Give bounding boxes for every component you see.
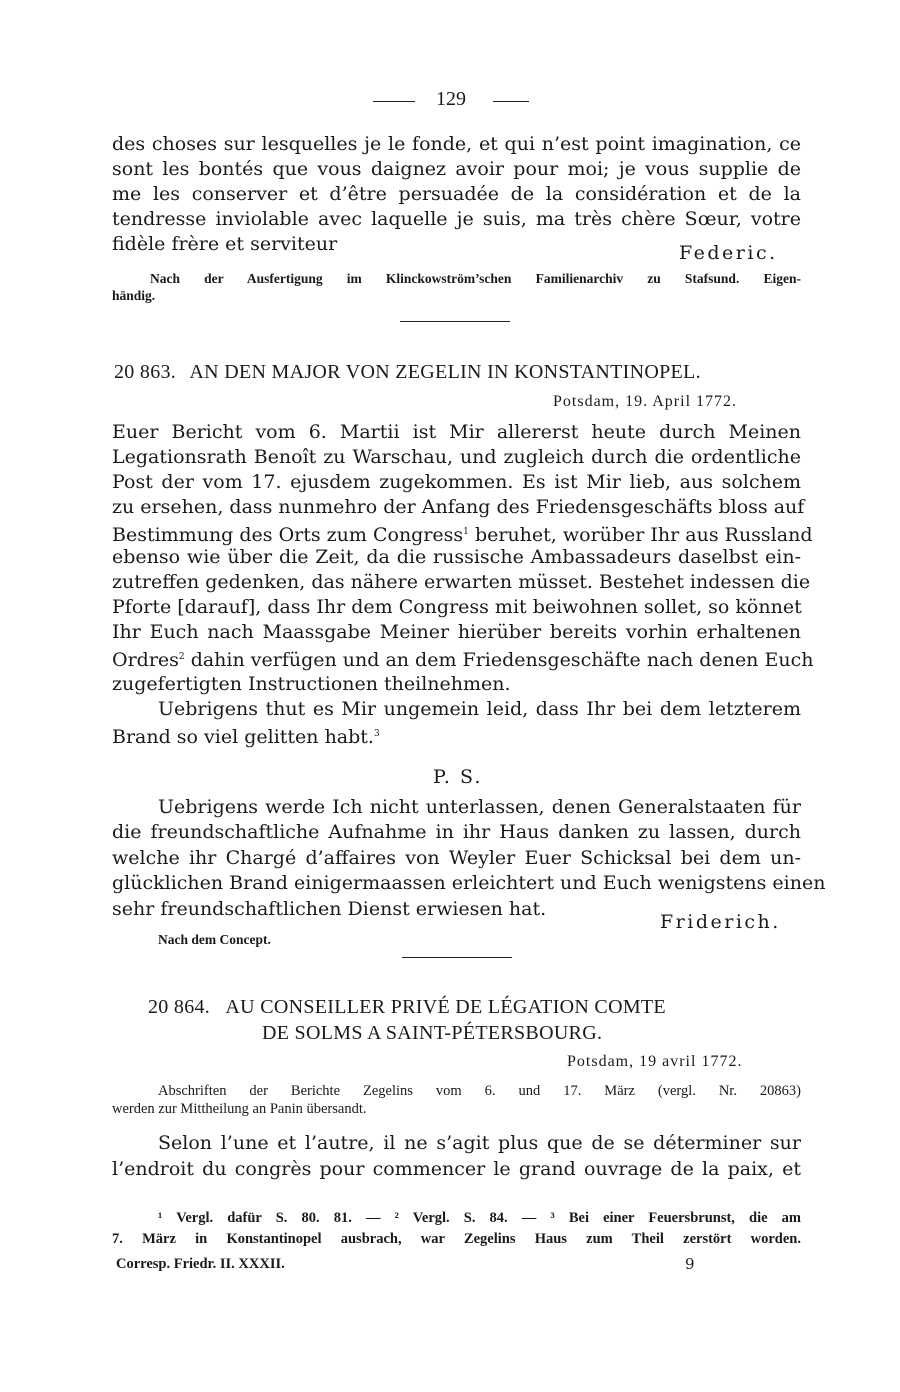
signature: Friderich. bbox=[660, 911, 781, 933]
text-fragment: Bestimmung des Orts zum Congress bbox=[112, 524, 464, 546]
source-note: händig. bbox=[112, 288, 156, 303]
signature: Federic. bbox=[679, 242, 778, 264]
text-line: zugefertigten Instructionen theilnehmen. bbox=[112, 673, 511, 695]
text-fragment: dahin verfügen und an dem Friedensgeschäfte nach denen Euch bbox=[190, 649, 814, 671]
text-line: des choses sur lesquelles je le fonde, et qui n’est point imagination, ce bbox=[112, 133, 801, 155]
footnote-mark: 3 bbox=[373, 729, 380, 739]
section-divider bbox=[400, 321, 510, 322]
document-title-line-2: DE SOLMS A SAINT-PÉTERSBOURG. bbox=[262, 1022, 603, 1044]
text-line: Ihr Euch nach Maassgabe Meiner hierüber bereits vorhin erhaltenen bbox=[112, 621, 801, 643]
text-line: die freundschaftliche Aufnahme in ihr Haus danken zu lassen, durch bbox=[112, 821, 801, 843]
place-date: Potsdam, 19. April 1772. bbox=[553, 393, 738, 410]
text-line: Post der vom 17. ejusdem zugekommen. Es ist Mir lieb, aus solchem bbox=[112, 471, 801, 493]
summary: werden zur Mittheilung an Panin übersandt. bbox=[112, 1101, 367, 1117]
document-title: AN DEN MAJOR VON ZEGELIN IN KONSTANTINOPEL. bbox=[189, 361, 701, 383]
footnote-mark: 1 bbox=[463, 527, 469, 537]
text-line: Uebrigens werde Ich nicht unterlassen, denen Generalstaaten für bbox=[158, 796, 801, 818]
text-fragment: beruhet, worüber Ihr aus Russland bbox=[474, 524, 813, 546]
footnote-mark: 2 bbox=[178, 652, 185, 662]
header-rule-left bbox=[373, 101, 415, 102]
document-heading bbox=[148, 995, 666, 1020]
paragraph-text: Euer Bericht vom 6. Martii ist Mir allererst heute durch Meinen bbox=[112, 421, 801, 443]
text-line: ebenso wie über die Zeit, da die russische Ambassadeurs daselbst ein- bbox=[112, 546, 801, 568]
text-line: zutreffen gedenken, das nähere erwarten müsset. Bestehet indessen die bbox=[112, 571, 811, 593]
text-line: Pforte [darauf], dass Ihr dem Congress mit beiwohnen sollet, so könnet bbox=[112, 596, 802, 618]
series-title: Corresp. Friedr. II. XXXII. bbox=[116, 1256, 285, 1272]
text-fragment: Brand so viel gelitten habt. bbox=[112, 726, 374, 748]
text-line: Legationsrath Benoît zu Warschau, und zugleich durch die ordentliche bbox=[112, 446, 801, 468]
document-number: 20 864. bbox=[148, 996, 211, 1018]
text-line: sont les bontés que vous daignez avoir pour moi; je vous supplie de bbox=[112, 158, 801, 180]
document-number: 20 863. bbox=[114, 361, 177, 383]
footnote: 7. März in Konstantinopel ausbrach, war Zegelins Haus zum Theil zerstört worden. bbox=[112, 1231, 801, 1247]
source-note: Nach dem Concept. bbox=[158, 932, 271, 947]
text-line bbox=[112, 722, 801, 750]
document-title: AU CONSEILLER PRIVÉ DE LÉGATION COMTE bbox=[225, 996, 666, 1018]
text-line: glücklichen Brand einigermaassen erleichtert und Euch wenigstens einen bbox=[112, 872, 826, 894]
text-line: sehr freundschaftlichen Dienst erwiesen hat. bbox=[112, 898, 547, 920]
text-line: Selon l’une et l’autre, il ne s’agit plus que de se déterminer sur bbox=[158, 1132, 801, 1154]
footnote: ¹ Vergl. dafür S. 80. 81. — ² Vergl. S. 84. — ³ Bei einer Feuersbrunst, die am bbox=[158, 1210, 801, 1226]
text-line: l’endroit du congrès pour commencer le grand ouvrage de la paix, et bbox=[112, 1158, 801, 1180]
signature-mark: 9 bbox=[685, 1255, 695, 1273]
text-line: tendresse inviolable avec laquelle je suis, ma très chère Sœur, votre bbox=[112, 208, 801, 230]
text-fragment: Ordres bbox=[112, 649, 179, 671]
document-heading bbox=[114, 360, 701, 385]
postscript-label: P. S. bbox=[433, 766, 483, 788]
text-line: me les conserver et d’être persuadée de la considération et de la bbox=[112, 183, 801, 205]
source-note: Nach der Ausfertigung im Klinckowström’schen Familienarchiv zu Stafsund. Eigen- bbox=[150, 271, 801, 286]
text-line bbox=[112, 420, 801, 445]
text-line: Uebrigens thut es Mir ungemein leid, dass Ihr bei dem letzterem bbox=[158, 698, 801, 720]
summary: Abschriften der Berichte Zegelins vom 6. und 17. März (vergl. Nr. 20863) bbox=[158, 1083, 801, 1099]
text-line bbox=[112, 645, 814, 673]
text-line: zu ersehen, dass nunmehro der Anfang des Friedensgeschäfts bloss auf bbox=[112, 496, 805, 518]
header-rule-right bbox=[493, 101, 529, 102]
page-number: 129 bbox=[436, 88, 466, 110]
section-divider bbox=[402, 957, 512, 958]
text-line: fidèle frère et serviteur bbox=[112, 233, 338, 255]
text-line: welche ihr Chargé d’affaires von Weyler Euer Schicksal bei dem un- bbox=[112, 847, 801, 869]
place-date: Potsdam, 19 avril 1772. bbox=[567, 1053, 743, 1070]
text-line bbox=[112, 520, 813, 548]
